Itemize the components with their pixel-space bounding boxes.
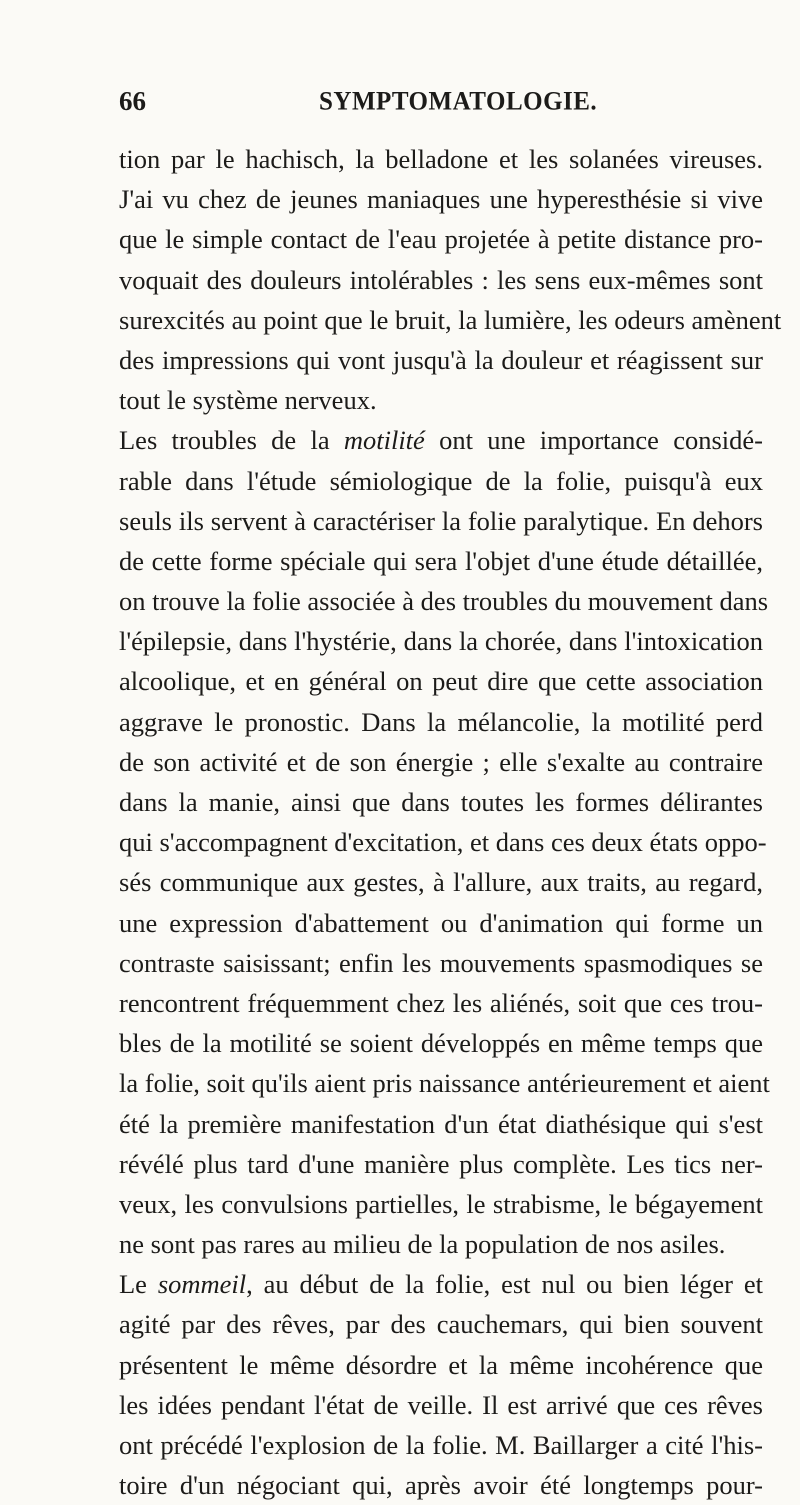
text-line: rable dans l'étude sémiologique de la folie, puisqu'à eux (119, 465, 763, 496)
text-line: ne sont pas rares au milieu de la population de nos asiles. (119, 1229, 726, 1260)
text-line: des impressions qui vont jusqu'à la douleur et réagissent sur (119, 344, 763, 375)
text-line: la folie, soit qu'ils aient pris naissance antérieurement et aient (119, 1068, 770, 1099)
text-line: on trouve la folie associée à des troubles du mouvement dans (119, 586, 769, 617)
text-line: tout le système nerveux. (119, 385, 377, 416)
text-line: de cette forme spéciale qui sera l'objet d'une étude détaillée, (119, 545, 763, 576)
text-line: que le simple contact de l'eau projetée à petite distance pro- (119, 224, 763, 255)
text-line: veux, les convulsions partielles, le strabisme, le bégayement (119, 1188, 763, 1219)
text-line: Les troubles de la motilité ont une importance considé- (119, 425, 763, 456)
page-number: 66 (119, 86, 146, 116)
text-line: voquait des douleurs intolérables : les sens eux-mêmes sont (119, 264, 763, 295)
text-line: dans la manie, ainsi que dans toutes les formes délirantes (119, 787, 763, 817)
text-line: de son activité et de son énergie ; elle s'exalte au contraire (119, 746, 763, 777)
text-line: l'épilepsie, dans l'hystérie, dans la chorée, dans l'intoxication (119, 626, 763, 657)
text-line: tion par le hachisch, la belladone et les solanées vireuses. (119, 144, 763, 174)
text-line: contraste saisissant; enfin les mouvements spasmodiques se (119, 947, 763, 978)
text-line: agité par des rêves, par des cauchemars, qui bien souvent (119, 1309, 763, 1340)
text-line: rencontrent fréquemment chez les aliénés, soit que ces trou- (119, 987, 763, 1018)
text-line: sés communique aux gestes, à l'allure, aux traits, au regard, (119, 867, 763, 898)
text-line: alcoolique, et en général on peut dire que cette association (119, 666, 763, 697)
text-line: seuls ils servent à caractériser la folie paralytique. En dehors (119, 505, 763, 536)
text-line: les idées pendant l'état de veille. Il est arrivé que ces rêves (119, 1389, 763, 1420)
text-line: qui s'accompagnent d'excitation, et dans ces deux états oppo- (119, 827, 767, 858)
body-text (119, 139, 782, 1505)
text-line: révélé plus tard d'une manière plus complète. Les tics ner- (119, 1148, 763, 1179)
text-line: aggrave le pronostic. Dans la mélancolie, la motilité perd (119, 706, 763, 737)
text-line: bles de la motilité se soient développés en même temps que (119, 1028, 763, 1059)
text-line: présentent le même désordre et la même incohérence que (119, 1349, 763, 1380)
text-line: une expression d'abattement ou d'animation qui forme un (119, 907, 763, 938)
text-line: Le sommeil, au début de la folie, est nul ou bien léger et (119, 1269, 763, 1300)
text-line: J'ai vu chez de jeunes maniaques une hyperesthésie si vive (119, 184, 763, 215)
text-line: été la première manifestation d'un état diathésique qui s'est (119, 1108, 763, 1139)
italic-term: motilité (343, 425, 425, 456)
text-line: ont précédé l'explosion de la folie. M. Baillarger a cité l'his- (119, 1430, 763, 1460)
running-title: SYMPTOMATOLOGIE. (319, 87, 598, 116)
italic-term: sommeil (157, 1269, 247, 1300)
text-line: toire d'un négociant qui, après avoir été longtemps pour- (119, 1470, 763, 1501)
page-header (119, 86, 759, 126)
text-line: surexcités au point que le bruit, la lumière, les odeurs amènent (119, 304, 782, 335)
